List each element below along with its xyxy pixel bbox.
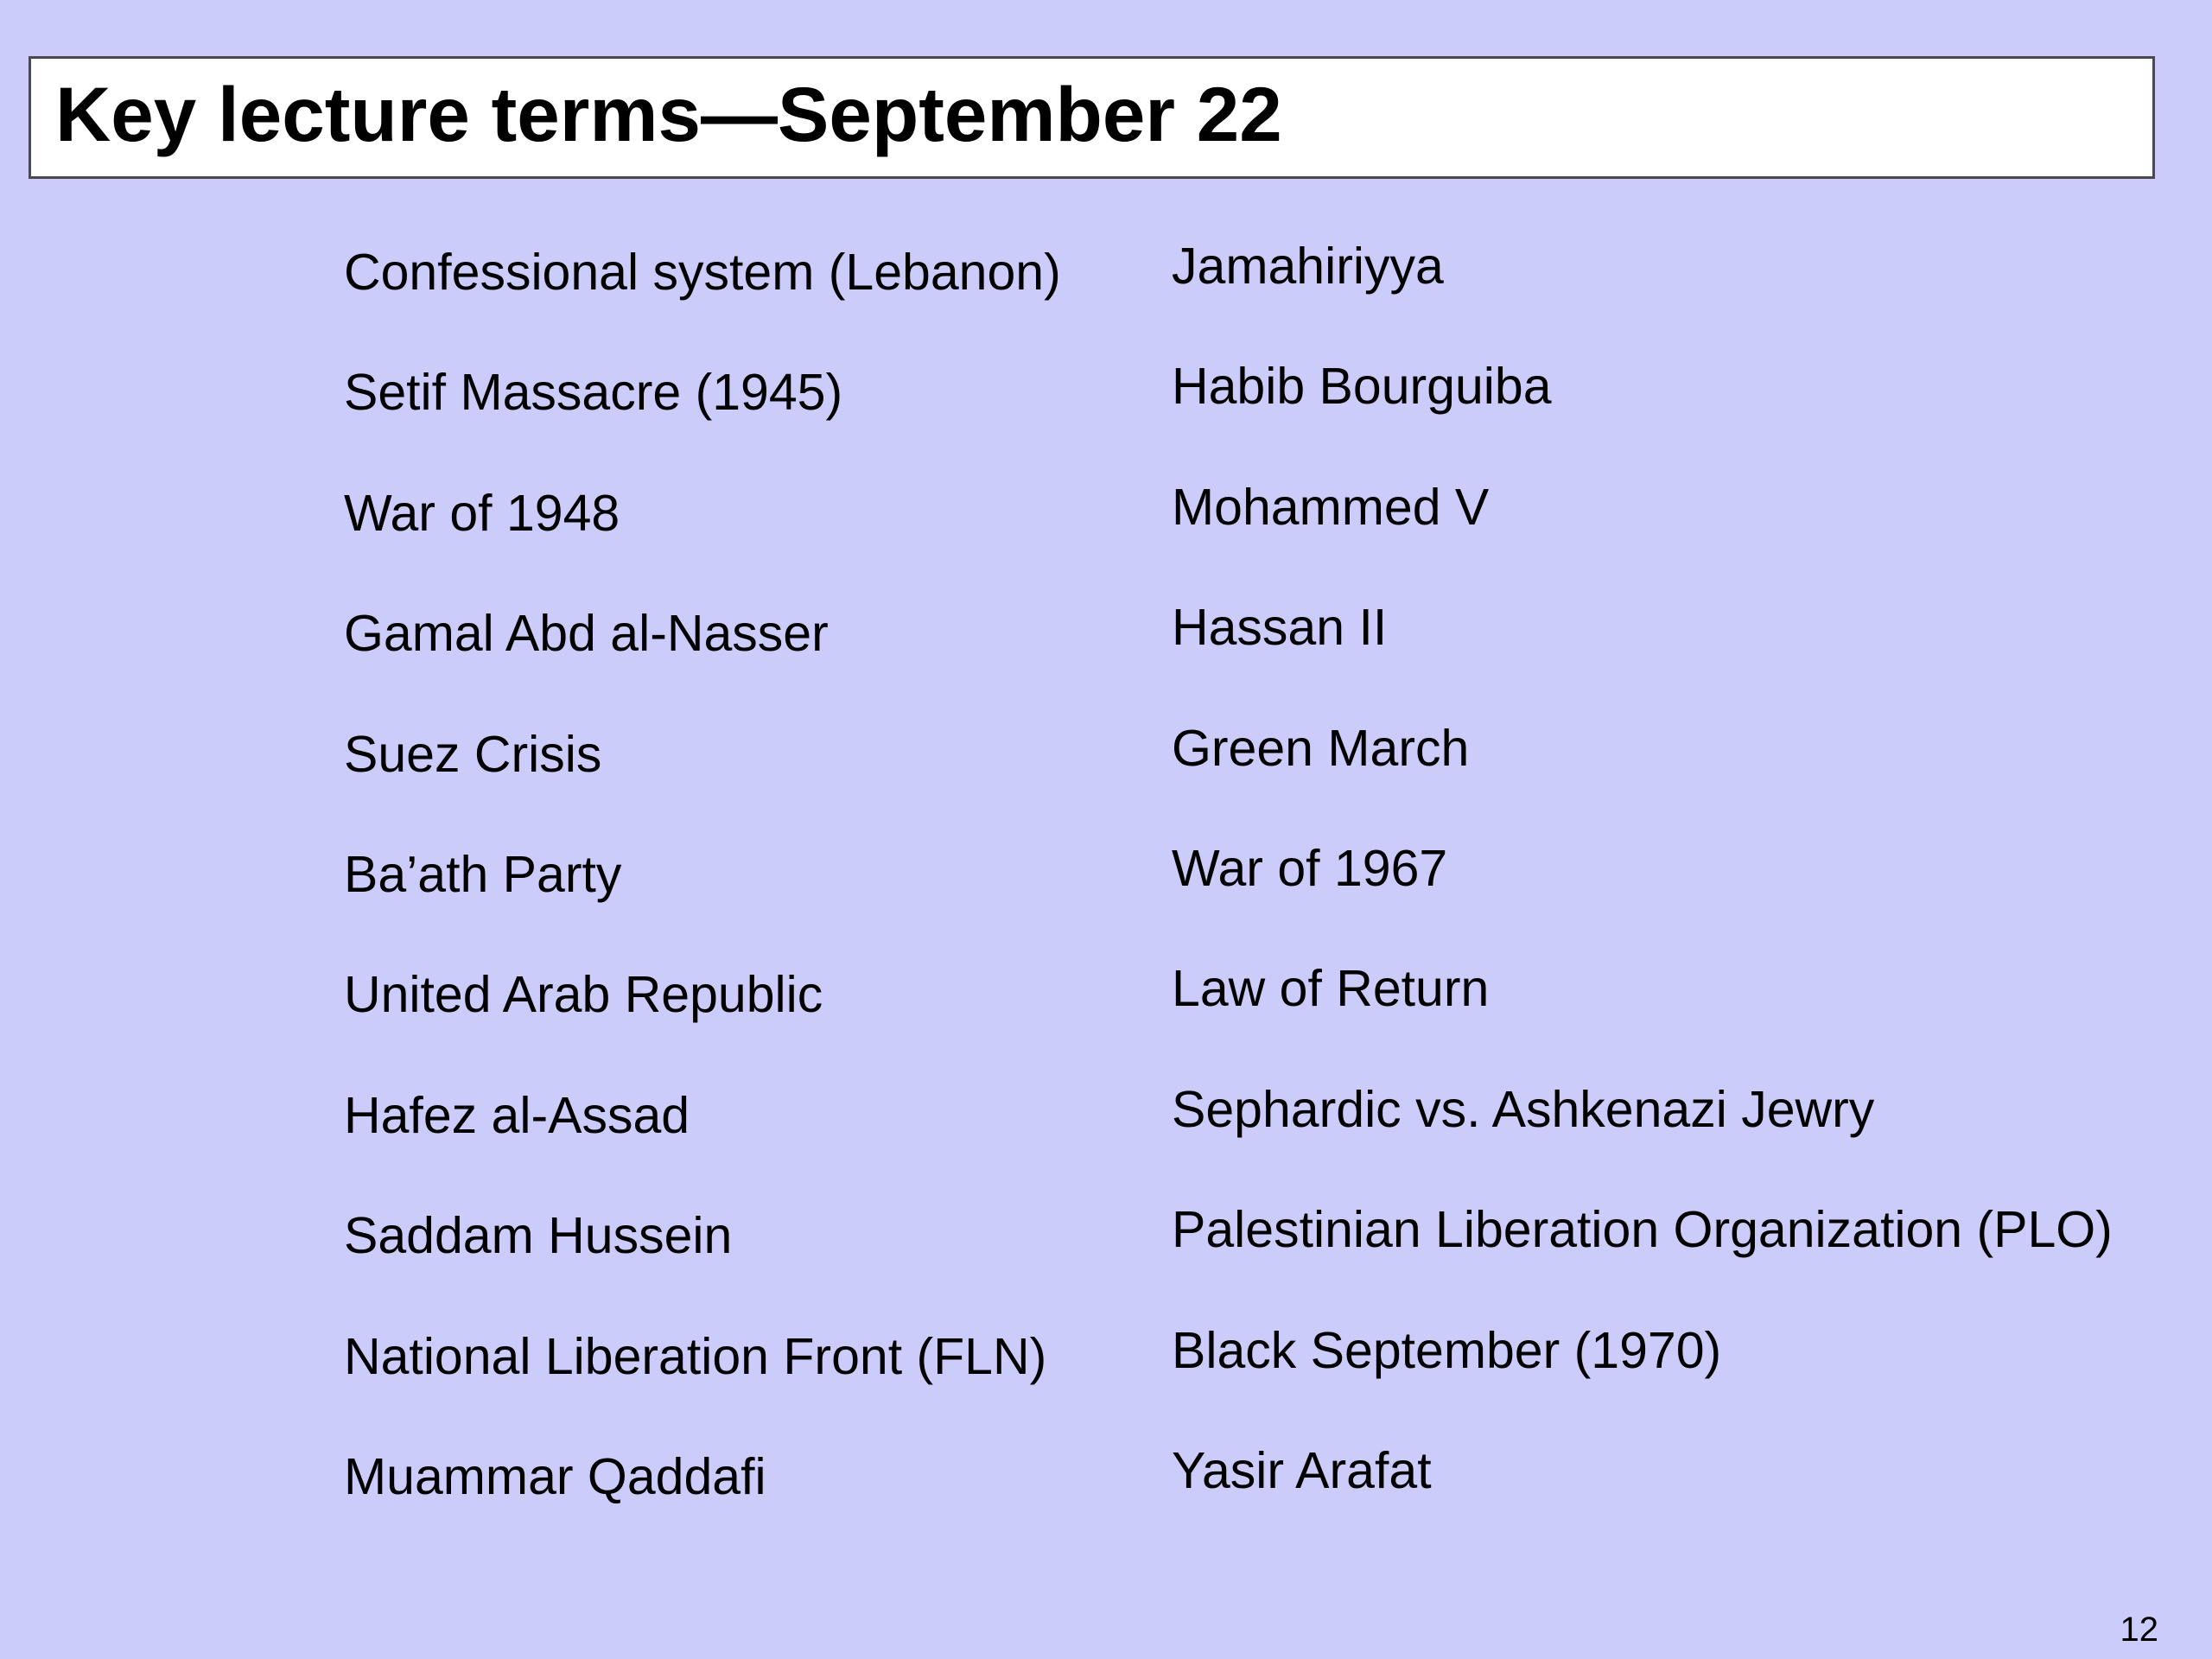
- term-item: War of 1967: [1172, 839, 1448, 897]
- title-box: [29, 56, 2155, 179]
- terms-left-column: [344, 242, 1061, 1567]
- term-item: Sephardic vs. Ashkenazi Jewry: [1172, 1080, 1875, 1138]
- term-item: Hafez al-Assad: [344, 1086, 690, 1144]
- term-item: Muammar Qaddafi: [344, 1447, 766, 1505]
- slide-title: Key lecture terms—September 22: [55, 71, 1282, 157]
- term-item: Habib Bourguiba: [1172, 358, 1552, 416]
- term-item: Black September (1970): [1172, 1321, 1722, 1379]
- term-item: Jamahiriyya: [1172, 238, 1444, 295]
- term-item: Gamal Abd al-Nasser: [344, 605, 829, 663]
- term-item: Palestinian Liberation Organization (PLO): [1172, 1201, 2113, 1259]
- term-item: Law of Return: [1172, 960, 1490, 1018]
- term-item: Hassan II: [1172, 599, 1388, 657]
- term-item: Mohammed V: [1172, 478, 1490, 536]
- term-item: Saddam Hussein: [344, 1207, 733, 1265]
- term-item: United Arab Republic: [344, 966, 823, 1024]
- term-item: Yasir Arafat: [1172, 1441, 1432, 1499]
- term-item: National Liberation Front (FLN): [344, 1327, 1047, 1385]
- term-item: Ba’ath Party: [344, 845, 622, 903]
- page-number: 12: [2120, 1611, 2158, 1649]
- term-item: War of 1948: [344, 484, 620, 542]
- term-item: Confessional system (Lebanon): [344, 244, 1061, 301]
- term-item: Suez Crisis: [344, 725, 602, 783]
- terms-right-column: [1172, 236, 2113, 1560]
- term-item: Setif Massacre (1945): [344, 364, 843, 422]
- term-item: Green March: [1172, 719, 1470, 777]
